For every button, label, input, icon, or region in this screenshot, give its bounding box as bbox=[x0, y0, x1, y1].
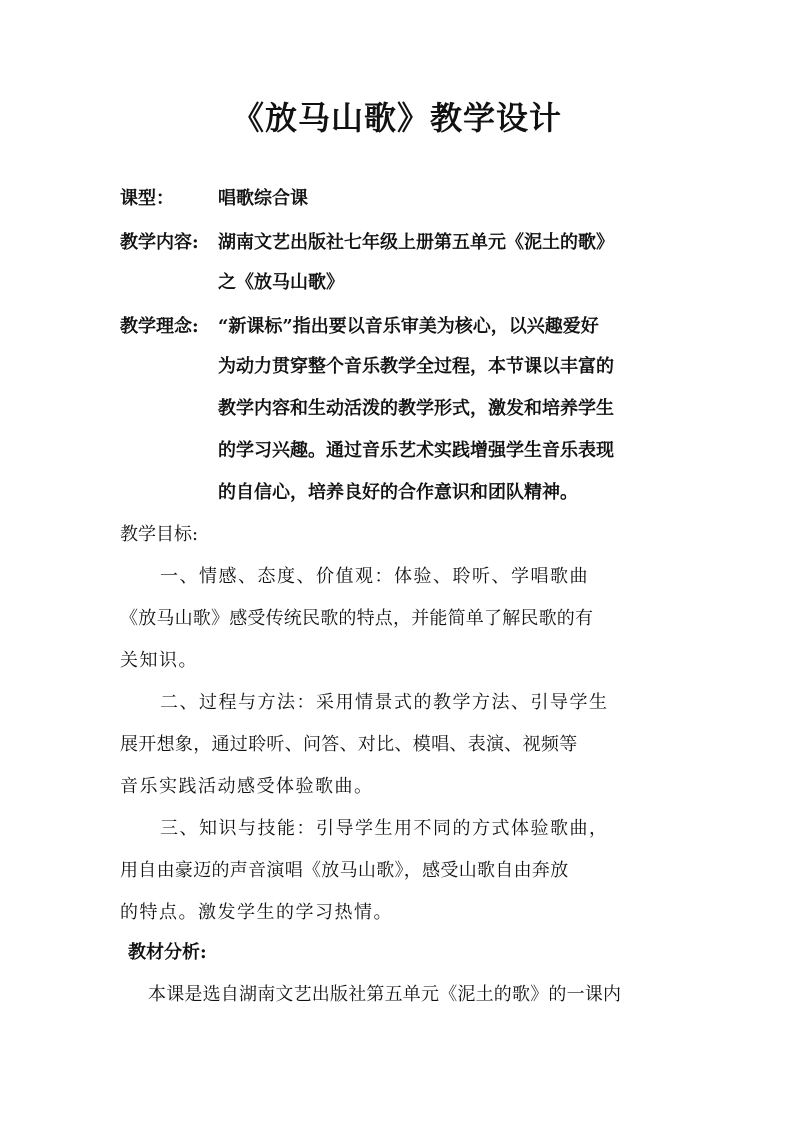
objective-line: 三、知识与技能：引导学生用不同的方式体验歌曲， bbox=[160, 818, 609, 839]
course-type-value: 唱歌综合课 bbox=[218, 188, 308, 209]
objective-line: 一、情感、态度、价值观：体验、聆听、学唱歌曲 bbox=[160, 566, 589, 587]
philosophy-line: 的自信心，培养良好的合作意识和团队精神。 bbox=[218, 482, 578, 503]
philosophy-line: 教学内容和生动活泼的教学形式，激发和培养学生 bbox=[218, 398, 614, 419]
philosophy-label: 教学理念: bbox=[120, 316, 199, 337]
philosophy-line: “新课标”指出要以音乐审美为核心，以兴趣爱好 bbox=[218, 316, 599, 337]
philosophy-line: 的学习兴趣。通过音乐艺术实践增强学生音乐表现 bbox=[218, 440, 614, 461]
objective-line: 二、过程与方法：采用情景式的教学方法、引导学生 bbox=[160, 692, 609, 713]
course-type-label: 课型： bbox=[120, 188, 174, 209]
objective-line: 的特点。激发学生的学习热情。 bbox=[120, 902, 393, 923]
objective-line: 用自由豪迈的声音演唱《放马山歌》，感受山歌自由奔放 bbox=[120, 860, 569, 881]
content-line: 湖南文艺出版社七年级上册第五单元《泥土的歌》 bbox=[218, 232, 614, 253]
course-type-row bbox=[120, 184, 694, 214]
content-label: 教学内容: bbox=[120, 232, 199, 253]
analysis-heading: 教材分析: bbox=[128, 942, 207, 963]
objective-line: 关知识。 bbox=[120, 650, 198, 671]
objective-line: 音乐实践活动感受体验歌曲。 bbox=[120, 776, 374, 797]
objective-line: 展开想象，通过聆听、问答、对比、模唱、表演、视频等 bbox=[120, 734, 578, 755]
document-title: 《放马山歌》教学设计 bbox=[231, 99, 562, 137]
objective-line: 《放马山歌》感受传统民歌的特点，并能简单了解民歌的有 bbox=[120, 608, 594, 629]
analysis-line: 本课是选自湖南文艺出版社第五单元《泥土的歌》的一课内 bbox=[148, 984, 622, 1005]
objectives-heading: 教学目标: bbox=[120, 524, 199, 545]
content-line: 之《放马山歌》 bbox=[218, 272, 344, 293]
philosophy-line: 为动力贯穿整个音乐教学全过程，本节课以丰富的 bbox=[218, 356, 614, 377]
